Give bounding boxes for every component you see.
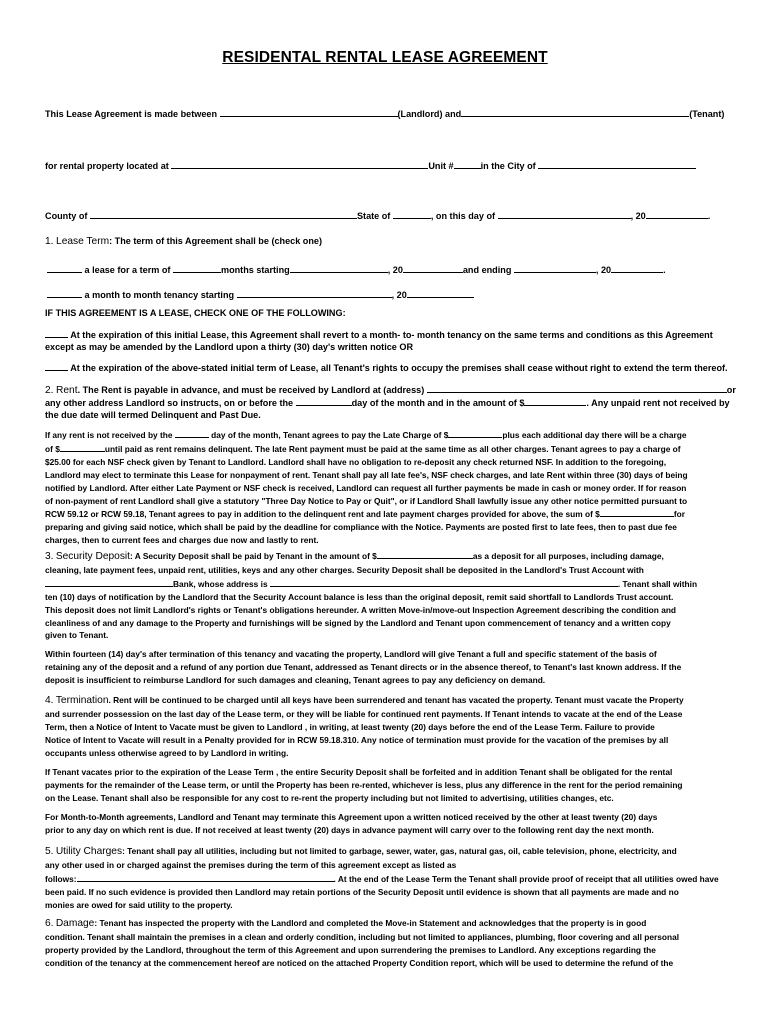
year-prefix-a: , 20 (387, 265, 403, 275)
city-label: in the City of (480, 161, 536, 171)
utility-text: : Tenant shall pay all utilities, including but not limited to garbage, sewer, water, gas, natural gas, oil, cable television, phone, electricity, and (122, 846, 677, 856)
late-charge-field[interactable] (448, 428, 502, 438)
utility-exceptions-field[interactable] (77, 872, 334, 882)
revert-option-text: At the expiration of this initial Lease, this Agreement shall revert to a month- to- month tenancy on the same terms and conditions as this Agreement (68, 330, 713, 340)
late-charge-line2 (45, 442, 727, 456)
deposit-paragraph-line: given to Tenant. (45, 630, 109, 641)
late-text-d: of $ (45, 443, 60, 454)
month-to-month-start-field[interactable] (237, 288, 392, 298)
utility-charges-paragraph (45, 845, 727, 912)
termination-line1 (45, 694, 727, 708)
month-to-month-termination-paragraph (45, 811, 727, 837)
termination-line: and surrender possession on the last day of the Lease term, or they will be liable for continued rent payments. If Tenant intends to vacate at the end of the Lease (45, 708, 683, 719)
damage-line1 (45, 917, 727, 931)
unit-number-field[interactable] (454, 159, 481, 169)
daily-charge-field[interactable] (60, 442, 105, 452)
late-charge-line1 (45, 428, 727, 442)
on-this-day-label: , on this day of (430, 211, 496, 221)
month-to-month-year-field[interactable] (407, 288, 474, 298)
section3-heading: Security Deposit (55, 551, 131, 562)
rent-or-text: or (726, 385, 736, 395)
deposit-text-b: as a deposit for all purposes, including damage, (472, 551, 664, 561)
late-day-field[interactable] (175, 428, 209, 438)
lease-start-date-field[interactable] (290, 263, 388, 273)
deposit-paragraph-line: ten (10) days of notification by the Landlord that the Security Account balance is less than the original deposit, remit said shortfall to Landlords Trust account. (45, 591, 674, 602)
section2-number: 2. (45, 385, 54, 396)
property-address-field[interactable] (171, 159, 428, 169)
termination-text: . Rent will be continued to be charged until all keys have been surrendered and tenant has vacated the property. Tenant must vacate the Property (108, 695, 684, 705)
intro-property-line (45, 159, 727, 172)
deposit-text-a: : A Security Deposit shall be paid by Tenant in the amount of $ (130, 551, 377, 561)
unpaid-rent-text: . Any unpaid rent not received by (586, 398, 730, 408)
lease-start-year-field[interactable] (403, 263, 463, 273)
rent-paragraph-line: notified by Landlord. After either Late Payment or NSF check is received, Landlord can request all further payments be made in cash or money order. If for reason (45, 482, 687, 493)
section3-number: 3. (45, 551, 54, 562)
period: . (707, 211, 711, 221)
check-one-heading: IF THIS AGREEMENT IS A LEASE, CHECK ONE OF THE FOLLOWING: (45, 308, 346, 318)
lease-months-field[interactable] (173, 263, 221, 273)
late-text-e: until paid as rent remains delinquent. The late Rent payment must be paid at the same time as all other charges. Tenant agrees to pay a charge of (104, 443, 681, 454)
rcw-line (45, 507, 727, 521)
lease-term-option-line (47, 263, 729, 276)
bank-text: Bank, whose address is (173, 578, 270, 589)
security-deposit-line3 (45, 577, 727, 591)
utility-line: been paid. If no such evidence is provided then Landlord may retain portions of the Security Deposit until evidence is shown that all payments are made and no (45, 886, 679, 897)
section2-line2 (45, 396, 730, 409)
document-title: RESIDENTAL RENTAL LEASE AGREEMENT (222, 49, 548, 66)
late-text-b: day of the month, Tenant agrees to pay the Late Charge of $ (208, 430, 449, 440)
damage-line: property provided by the Landlord, throughout the term of this Agreement and upon surrendering the premises to Landlord. Any exceptions regarding the (45, 944, 656, 955)
refund-line: deposit is insufficient to reimburse Landlord for such damages and cleaning, Tenant agrees to pay any deficiency on demand. (45, 674, 546, 685)
section5-heading: Utility Charges (55, 846, 123, 857)
city-field[interactable] (538, 159, 696, 169)
month-to-month-checkbox[interactable] (47, 288, 82, 298)
section4-heading: Termination (55, 695, 109, 706)
damage-line: condition of the tenancy at the commencement hereof are noticed on the attached Property Condition report, which will be used to determine the refund of the (45, 957, 674, 968)
landlord-name-field[interactable] (220, 107, 398, 117)
lease-term-checkbox[interactable] (47, 263, 82, 273)
utility-line1 (45, 845, 727, 859)
utility-text-b: . At the end of the Lease Term the Tenant shall provide proof of receipt that all utilities owed have (333, 873, 719, 884)
section1-intro-text: : The term of this Agreement shall be (check one) (109, 236, 322, 246)
cease-option-line (45, 361, 727, 374)
year-prefix-label: , 20 (630, 211, 646, 221)
county-field[interactable] (90, 209, 357, 219)
follows-label: follows: (45, 873, 77, 884)
month-to-month-label: a month to month tenancy starting (82, 290, 237, 300)
early-vacate-line: payments for the remainder of the Lease term, or until the Property has been re-rented, whichever is less, plus any difference in the rent for the period remaining (45, 779, 683, 790)
month-to-month-option-line (47, 288, 729, 301)
cease-option-text: At the expiration of the above-stated initial term of Lease, all Tenant's rights to occupy the premises shall cease without right to extend the term thereof. (68, 363, 728, 373)
section2-line3: the due date will termed Delinquent and Past Due. (45, 410, 261, 420)
rent-amount-text: day of the month and in the amount of $ (351, 398, 525, 408)
rent-paragraph-line: charges, then to current fees and charges due now and lastly to rent. (45, 535, 319, 546)
year-field[interactable] (646, 209, 708, 219)
security-deposit-line2: cleaning, late payment fees, unpaid rent, utilities, keys and any other charges. Security Deposit shall be deposited in the Landlord's Trust Account with (45, 564, 644, 575)
cease-checkbox[interactable] (45, 361, 68, 371)
utility-line: monies are owed for said utility to the property. (45, 899, 233, 910)
rent-paragraph-line: of non-payment of rent Landlord shall give a statutory "Three Day Notice to Pay or Quit", or if Landlord Shall lawfully issue any other notice permitted pursuant to (45, 495, 688, 506)
section1-heading: Lease Term (56, 236, 110, 247)
damage-text: : Tenant has inspected the property with the Landlord and completed the Move-in Statement and acknowledges that the property is in good (94, 918, 647, 928)
rent-paragraph-line: $25.00 for each NSF check given by Tenant to Landlord. Landlord shall have no obligation to re-deposit any check returned NSF. In addition to the foregoing, (45, 456, 667, 467)
early-vacate-line: on the Lease. Tenant shall also be responsible for any cost to re-rent the property including but not limited to advertising, utilities changes, etc. (45, 792, 614, 803)
revert-option-line2: except as may be amended by the Landlord upon a thirty (30) day's written notice OR (45, 342, 414, 352)
mtm-termination-line: For Month-to-Month agreements, Landlord and Tenant may terminate this Agreement upon a written noticed received by the other at least twenty (20) days (45, 812, 658, 822)
period: . (663, 265, 666, 275)
security-deposit-line1 (45, 549, 727, 564)
revert-option-line (45, 328, 727, 341)
section6-number: 6. (45, 918, 54, 929)
rent-due-day-field[interactable] (296, 396, 352, 406)
notice-fee-field[interactable] (600, 507, 674, 517)
state-field[interactable] (393, 209, 431, 219)
deposit-paragraph-line: This deposit does not limit Landlord's rights or Tenant's obligations hereunder. A written Move-in/move-out Inspection Agreement describing the condition and (45, 604, 677, 615)
months-starting-label: months starting (220, 265, 290, 275)
early-vacate-paragraph (45, 766, 727, 805)
rent-paragraph-line: preparing and giving said notice, which shall be paid by the deadline for compliance with the Notice. Payments are posted first to late fees, then to past due fee (45, 522, 677, 533)
and-ending-label: and ending (462, 265, 514, 275)
section2-heading: Rent (56, 385, 78, 396)
state-label: State of (356, 211, 391, 221)
tenant-label: (Tenant) (689, 109, 725, 119)
landlord-label: (Landlord) and (397, 109, 462, 119)
rent-due-text: any other address Landlord so instructs, on or before the (45, 398, 296, 408)
section1-number: 1. (45, 236, 54, 247)
utility-line3 (45, 872, 727, 886)
mtm-termination-line: prior to any day on which rent is due. If not received at least twenty (20) days in advance payment will carry over to the following rent day the next month. (45, 824, 654, 835)
damage-line: condition. Tenant shall maintain the premises in a clean and orderly condition, including but not limited to appliances, plumbing, floor covering and all personal (45, 931, 680, 942)
section6-heading: Damage (55, 918, 95, 929)
county-label: County of (45, 211, 88, 221)
unit-label: Unit # (428, 161, 454, 171)
section2-line1 (45, 383, 736, 397)
late-text-a: If any rent is not received by the (45, 430, 175, 440)
refund-line: Within fourteen (14) day's after termination of this tenancy and vacating the property, Landlord will give Tenant a full and specific statement of the basis of (45, 649, 657, 659)
utility-line2: any other used in or charged against the premises during the term of this agreement except as listed as (45, 859, 457, 870)
intro-parties-line (45, 107, 727, 120)
rcw-for-text: for (673, 509, 685, 520)
day-field[interactable] (498, 209, 631, 219)
tenant-name-field[interactable] (461, 107, 689, 117)
damage-paragraph (45, 917, 727, 970)
termination-line: occupants unless otherwise agreed to by Landlord in writing. (45, 747, 289, 758)
early-vacate-line: If Tenant vacates prior to the expiration of the Lease Term , the entire Security Deposit shall be forfeited and in addition Tenant shall be obligated for the rental (45, 767, 673, 777)
intro-county-line (45, 209, 727, 222)
termination-paragraph (45, 694, 727, 760)
year-prefix-b: , 20 (595, 265, 612, 275)
rent-amount-field[interactable] (524, 396, 586, 406)
lease-end-year-field[interactable] (611, 263, 663, 273)
made-between-label: This Lease Agreement is made between (45, 109, 217, 119)
section4-number: 4. (45, 695, 54, 706)
property-located-label: for rental property located at (45, 161, 169, 171)
bank-name-field[interactable] (45, 577, 173, 587)
refund-line: retaining any of the deposit and a refund of any portion due Tenant, addressed as Tenant directs or in the absence thereof, to Tenant's last known address. If the (45, 661, 682, 672)
late-text-c: plus each additional day there will be a charge (502, 430, 687, 440)
revert-checkbox[interactable] (45, 328, 68, 338)
year-prefix-c: , 20 (391, 290, 407, 300)
section5-number: 5. (45, 846, 54, 857)
bank-address-field[interactable] (270, 577, 618, 587)
rent-address-field[interactable] (427, 383, 727, 393)
termination-line: Notice of Intent to Vacate will result in a Penalty provided for in RCW 59.18.310. Any notice of termination must provide for the vacation of the premises by all (45, 734, 669, 745)
late-charge-paragraph (45, 428, 727, 547)
deposit-refund-paragraph (45, 648, 727, 687)
section1-heading-line (45, 235, 727, 248)
deposit-paragraph-line: cleanliness of and any damage to the Property and furnishings will be signed by the Landlord and Tenant upon commencement of tenancy and a written copy (45, 617, 671, 628)
lease-term-label: a lease for a term of (82, 265, 173, 275)
rent-text: . The Rent is payable in advance, and must be received by Landlord at (address) (77, 385, 427, 395)
tenant-shall-text: . Tenant shall within (617, 578, 698, 589)
rcw-text: RCW 59.12 or RCW 59.18, Tenant agrees to pay in addition to the delinquent rent and late payment charges provided for above, the sum of $ (45, 509, 600, 520)
lease-end-date-field[interactable] (514, 263, 596, 273)
security-deposit-paragraph (45, 549, 727, 642)
deposit-amount-field[interactable] (377, 549, 473, 559)
rent-paragraph-line: Landlord may elect to terminate this Lease for nonpayment of rent. Tenant shall pay all late fee's, NSF check charges, and late Rent within three (30) days of being (45, 469, 688, 480)
termination-line: Term, then a Notice of Intent to Vacate must be given to Landlord , in writing, at least twenty (20) days before the end of the Lease Term. Failure to provide (45, 721, 655, 732)
